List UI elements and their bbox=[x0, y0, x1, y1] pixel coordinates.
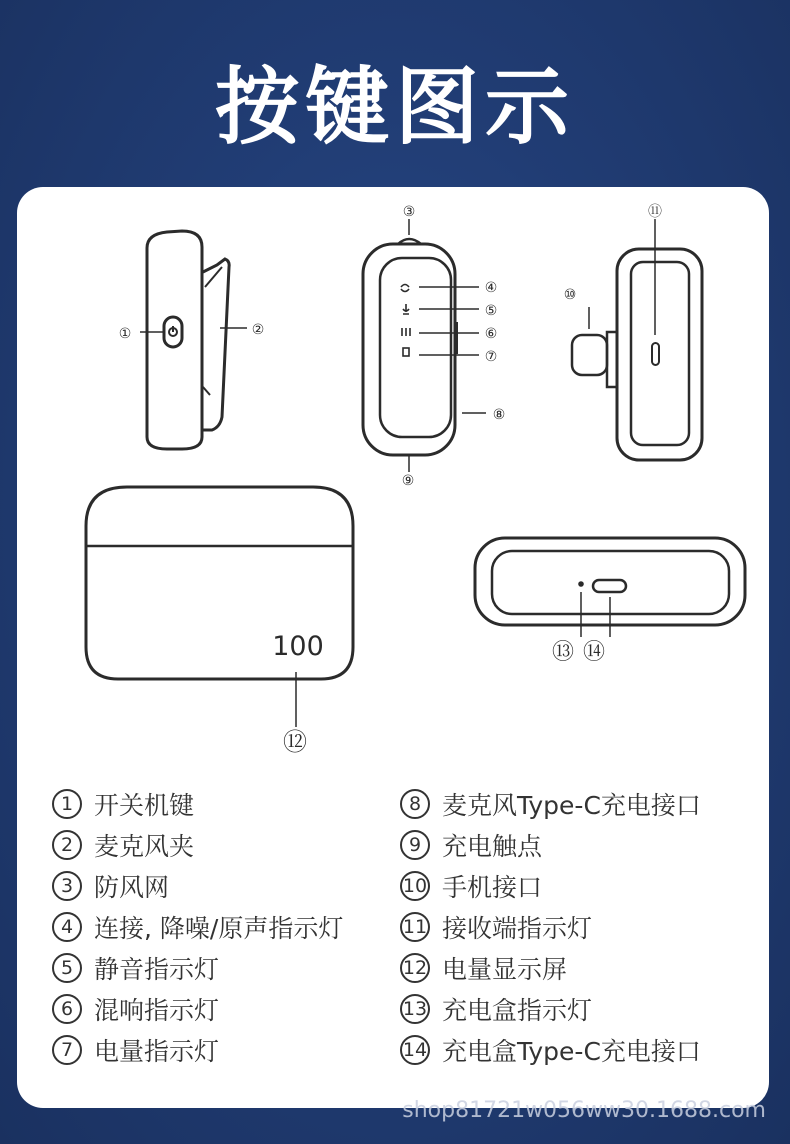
receiver-indicator bbox=[652, 343, 659, 365]
legend-item bbox=[400, 992, 592, 1026]
diagram-panel bbox=[17, 187, 769, 1108]
legend-number: 3 bbox=[52, 871, 82, 901]
legend-label: 手机接口 bbox=[442, 873, 543, 902]
legend-label: 开关机键 bbox=[94, 791, 195, 820]
legend-item bbox=[52, 910, 343, 944]
legend-item bbox=[52, 828, 194, 862]
legend-label: 充电触点 bbox=[442, 832, 543, 861]
case-battery-display: 100 bbox=[272, 631, 324, 662]
receiver-view bbox=[572, 249, 702, 460]
watermark-url: shop81721w056ww30.1688.com bbox=[402, 1098, 766, 1123]
callout-14: ⑭ bbox=[582, 640, 606, 665]
legend-item bbox=[52, 787, 194, 821]
legend-label: 静音指示灯 bbox=[94, 955, 220, 984]
legend-label: 电量显示屏 bbox=[442, 955, 568, 984]
callout-3: ③ bbox=[402, 204, 416, 220]
legend-item bbox=[52, 869, 169, 903]
callout-8: ⑧ bbox=[492, 407, 506, 423]
legend-item bbox=[52, 992, 219, 1026]
callout-10: ⑩ bbox=[563, 287, 577, 303]
legend-label: 麦克风夹 bbox=[94, 832, 195, 861]
legend-number: 6 bbox=[52, 994, 82, 1024]
legend-number: 9 bbox=[400, 830, 430, 860]
phone-connector bbox=[572, 335, 607, 375]
legend-label: 接收端指示灯 bbox=[442, 914, 593, 943]
legend-label: 充电盒Type-C充电接口 bbox=[442, 1037, 701, 1066]
legend-item bbox=[400, 828, 542, 862]
case-indicator-dot bbox=[579, 582, 583, 586]
legend-label: 防风网 bbox=[94, 873, 170, 902]
legend-label: 电量指示灯 bbox=[94, 1037, 220, 1066]
legend-label: 连接, 降噪/原声指示灯 bbox=[94, 914, 344, 943]
legend-label: 麦克风Type-C充电接口 bbox=[442, 791, 701, 820]
legend-item bbox=[52, 1033, 219, 1067]
legend-number: 4 bbox=[52, 912, 82, 942]
legend-label: 混响指示灯 bbox=[94, 996, 220, 1025]
legend-number: 10 bbox=[400, 871, 430, 901]
legend-item bbox=[400, 787, 701, 821]
callout-4: ④ bbox=[484, 280, 498, 296]
legend-label: 充电盒指示灯 bbox=[442, 996, 593, 1025]
legend-number: 14 bbox=[400, 1035, 430, 1065]
link-icon bbox=[401, 285, 409, 292]
legend-number: 1 bbox=[52, 789, 82, 819]
mic-side-view bbox=[147, 231, 229, 449]
legend-item bbox=[52, 951, 219, 985]
callout-6: ⑥ bbox=[484, 326, 498, 342]
callout-9: ⑨ bbox=[401, 473, 415, 489]
legend-number: 8 bbox=[400, 789, 430, 819]
legend-number: 5 bbox=[52, 953, 82, 983]
callout-2: ② bbox=[251, 322, 265, 338]
legend-number: 13 bbox=[400, 994, 430, 1024]
callout-5: ⑤ bbox=[484, 303, 498, 319]
callout-11: ⑪ bbox=[648, 204, 662, 220]
legend-number: 7 bbox=[52, 1035, 82, 1065]
legend-item bbox=[400, 1033, 701, 1067]
legend-number: 2 bbox=[52, 830, 82, 860]
legend-item bbox=[400, 951, 567, 985]
mic-front-view bbox=[363, 239, 458, 455]
mic-mute-icon bbox=[403, 304, 409, 314]
legend-number: 11 bbox=[400, 912, 430, 942]
callout-12: ⑫ bbox=[283, 728, 307, 756]
callout-13: ⑬ bbox=[551, 640, 575, 665]
case-usb-c-port bbox=[593, 580, 626, 592]
callout-7: ⑦ bbox=[484, 349, 498, 365]
battery-icon bbox=[403, 348, 409, 356]
legend-item bbox=[400, 910, 592, 944]
legend-number: 12 bbox=[400, 953, 430, 983]
legend-item bbox=[400, 869, 542, 903]
callout-1: ① bbox=[118, 326, 132, 342]
page-title: 按键图示 bbox=[214, 58, 575, 156]
mixer-icon bbox=[402, 328, 410, 336]
